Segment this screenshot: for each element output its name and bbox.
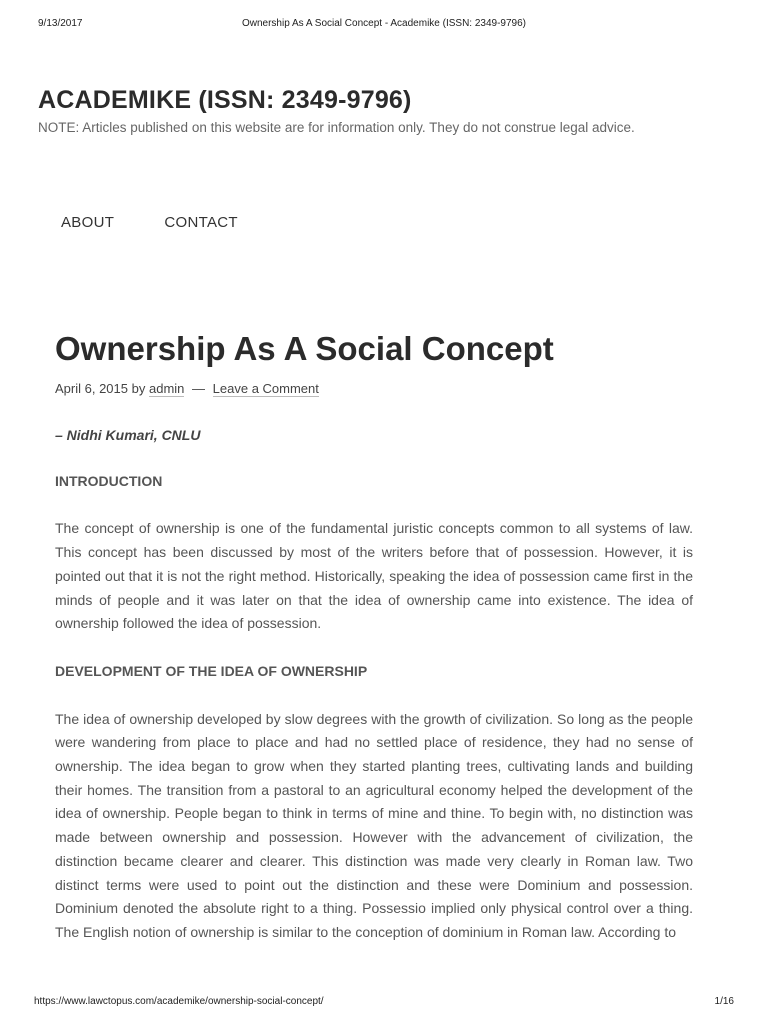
- section-body-introduction: The concept of ownership is one of the fundamental juristic concepts common to all systems of law. This concept has been discussed by most of the writers before that of possession. However, it is pointed out that it is not the right method. Historically, speaking the idea of possession came first in the minds of people and it was later on that the idea of ownership came into existence. The idea of ownership followed the idea of possession.: [55, 520, 693, 632]
- post-title: Ownership As A Social Concept: [55, 330, 554, 367]
- post-meta: [55, 381, 319, 396]
- print-date: 9/13/2017: [38, 18, 83, 29]
- print-page-title: Ownership As A Social Concept - Academike (ISSN: 2349-9796): [241, 18, 527, 29]
- post-author-link[interactable]: admin: [148, 381, 185, 396]
- print-header: [0, 14, 768, 30]
- main-nav: [61, 214, 284, 231]
- section-heading-introduction: INTRODUCTION: [55, 472, 163, 489]
- post-byline: – Nidhi Kumari, CNLU: [55, 427, 201, 443]
- site-title[interactable]: ACADEMIKE (ISSN: 2349-9796): [38, 86, 412, 114]
- post-date: April 6, 2015: [55, 381, 128, 396]
- post-by-label: by: [131, 381, 146, 396]
- print-page-number: 1/16: [714, 996, 734, 1007]
- nav-item-contact[interactable]: CONTACT: [164, 214, 238, 231]
- section-body-development: The idea of ownership developed by slow degrees with the growth of civilization. So long as the people were wandering from place to place and had no settled place of residence, they had no sense of ownership. The idea began to grow when they started planting trees, cultivating lands and building their homes. The transition from a pastoral to an agricultural economy helped the development of the idea of ownership. People began to think in terms of mine and thine. To begin with, no distinction was made between ownership and possession. However with the advancement of civilization, the distinction became clearer and clearer. This distinction was made very clearly in Roman law. Two distinct terms were used to point out the distinction and these were Dominium and possession. Dominium denoted the absolute right to a thing. Possessio implied only physical control over a thing. The English notion of ownership is similar to the conception of dominium in Roman law. According to: [55, 710, 693, 940]
- section-heading-development: DEVELOPMENT OF THE IDEA OF OWNERSHIP: [55, 662, 368, 679]
- leave-comment-link[interactable]: Leave a Comment: [212, 381, 319, 396]
- nav-item-about[interactable]: ABOUT: [61, 214, 115, 231]
- print-url: https://www.lawctopus.com/academike/ownership-social-concept/: [34, 996, 324, 1007]
- meta-separator: —: [192, 381, 206, 396]
- site-tagline: NOTE: Articles published on this website are for information only. They do not construe legal advice.: [38, 120, 635, 135]
- post-content: [55, 424, 693, 945]
